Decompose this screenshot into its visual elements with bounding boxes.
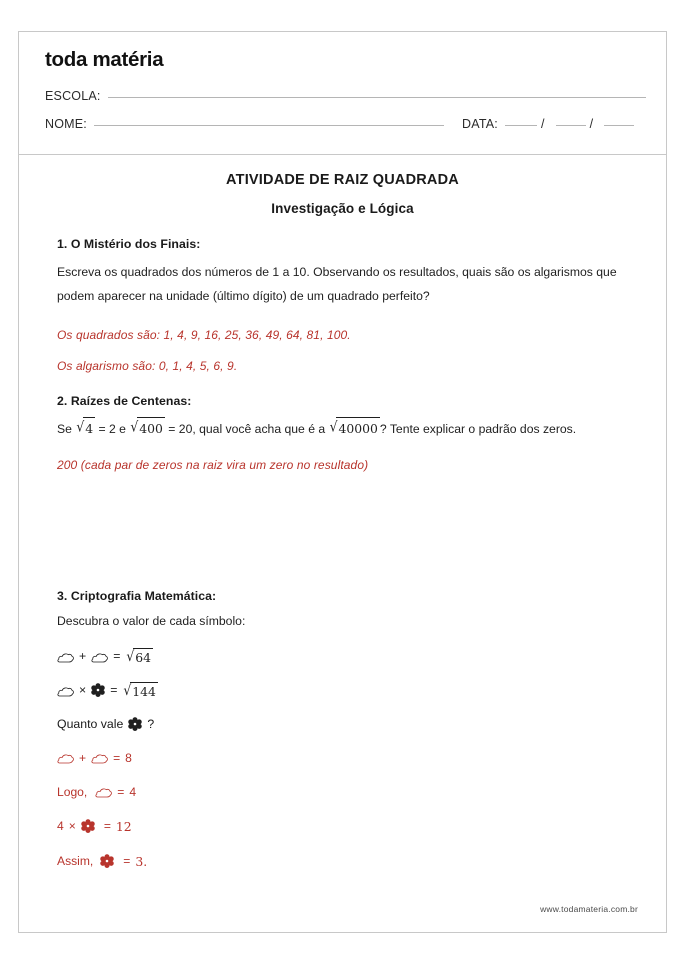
solution-1-value: 8 — [125, 750, 132, 765]
cloud-icon — [57, 650, 74, 663]
data-day-line[interactable] — [505, 125, 537, 126]
cloud-icon — [57, 684, 74, 697]
equation-2-equals: = — [110, 683, 118, 698]
sqrt-144-expression: √144 — [123, 681, 156, 699]
solution-4-value: 3. — [135, 853, 148, 869]
question-1-answer-1: Os quadrados são: 1, 4, 9, 16, 25, 36, 49, 64, 81, 100. — [57, 327, 351, 342]
flower-icon — [100, 854, 114, 868]
flower-icon — [81, 819, 95, 833]
nome-label: NOME: — [45, 117, 87, 131]
data-month-line[interactable] — [556, 125, 586, 126]
question-1 — [57, 237, 628, 373]
question-3 — [57, 589, 628, 869]
sqrt-40000-radicand: 40000 — [336, 417, 379, 439]
question-3-prompt-suffix: ? — [147, 716, 155, 731]
sqrt-40000-expression: √40000 — [329, 417, 380, 439]
flower-icon — [128, 717, 142, 731]
cloud-icon — [57, 751, 74, 764]
question-2-text-4: ? Tente explicar o padrão dos zeros. — [379, 421, 577, 436]
question-1-body: Escreva os quadrados dos números de 1 a 10. Observando os resultados, quais são os algarismos que podem aparecer na unidade (último dígito) de um quadrado perfeito? — [57, 265, 617, 304]
question-3-equation-1 — [57, 648, 628, 665]
solution-3-value: 12 — [115, 818, 132, 834]
worksheet-header — [19, 32, 666, 155]
question-3-solution-line-1 — [57, 751, 628, 765]
question-3-solution-line-4 — [57, 854, 628, 869]
data-year-line[interactable] — [604, 125, 634, 126]
equation-1-equals: = — [113, 649, 121, 664]
escola-write-line[interactable] — [108, 97, 646, 98]
worksheet-page — [18, 31, 667, 933]
cloud-icon — [95, 785, 112, 798]
work-space-area — [57, 472, 628, 568]
question-2-text-3: = 20, qual você acha que é a — [168, 421, 326, 436]
escola-field-row — [45, 89, 645, 103]
data-field-group — [462, 117, 634, 131]
page-title: ATIVIDADE DE RAIZ QUADRADA — [226, 172, 459, 188]
sqrt-4-radicand: 4 — [83, 417, 95, 439]
page-subtitle: Investigação e Lógica — [271, 201, 414, 216]
equation-2-operator: × — [79, 683, 87, 698]
solution-4-prefix: Assim, — [57, 854, 94, 869]
question-3-body: Descubra o valor de cada símbolo: — [57, 614, 246, 629]
solution-3-operator: × — [68, 819, 76, 834]
flower-icon — [91, 683, 105, 697]
question-3-prompt — [57, 717, 628, 731]
question-2-heading: 2. Raízes de Centenas: — [57, 393, 192, 408]
cloud-icon — [91, 751, 108, 764]
nome-field-row — [45, 117, 645, 131]
question-3-equation-2 — [57, 682, 628, 699]
date-separator-2: / — [589, 117, 594, 131]
solution-3-left: 4 — [57, 819, 64, 834]
solution-1-equals: = — [113, 750, 121, 765]
solution-2-prefix: Logo, — [57, 784, 88, 799]
date-separator-1: / — [540, 117, 545, 131]
question-2-text-2: = 2 e — [98, 421, 126, 436]
sqrt-144-radicand: 144 — [132, 683, 156, 699]
solution-2-equals: = — [117, 784, 125, 799]
question-2 — [57, 394, 628, 473]
question-3-solution-line-3 — [57, 819, 628, 834]
nome-write-line[interactable] — [94, 125, 444, 126]
question-2-answer-1: 200 (cada par de zeros na raiz vira um zero no resultado) — [57, 458, 369, 473]
solution-1-operator: + — [79, 750, 87, 765]
question-3-prompt-prefix: Quanto vale — [57, 716, 124, 731]
equation-1-operator: + — [79, 649, 87, 664]
question-1-heading: 1. O Mistério dos Finais: — [57, 237, 201, 251]
brand-logo: toda matéria — [45, 48, 164, 71]
sqrt-400-radicand: 400 — [137, 417, 165, 439]
question-1-answer-2: Os algarismo são: 0, 1, 4, 5, 6, 9. — [57, 358, 238, 373]
solution-3-equals: = — [103, 819, 111, 834]
sqrt-400-expression: √400 — [129, 417, 165, 439]
solution-4-equals: = — [123, 854, 131, 869]
question-3-heading: 3. Criptografia Matemática: — [57, 589, 217, 604]
questions-container — [19, 237, 666, 869]
question-3-solution-line-2 — [57, 785, 628, 799]
worksheet-body — [19, 172, 666, 869]
footer-url: www.todamateria.com.br — [540, 904, 638, 914]
cloud-icon — [91, 650, 108, 663]
solution-2-value: 4 — [129, 784, 137, 799]
escola-label: ESCOLA: — [45, 89, 101, 103]
sqrt-4-expression: √4 — [75, 417, 95, 439]
sqrt-64-radicand: 64 — [135, 649, 152, 665]
question-2-text-1: Se — [57, 421, 72, 436]
data-label: DATA: — [461, 117, 498, 131]
question-2-body — [57, 417, 628, 440]
sqrt-64-expression: √64 — [126, 647, 152, 665]
